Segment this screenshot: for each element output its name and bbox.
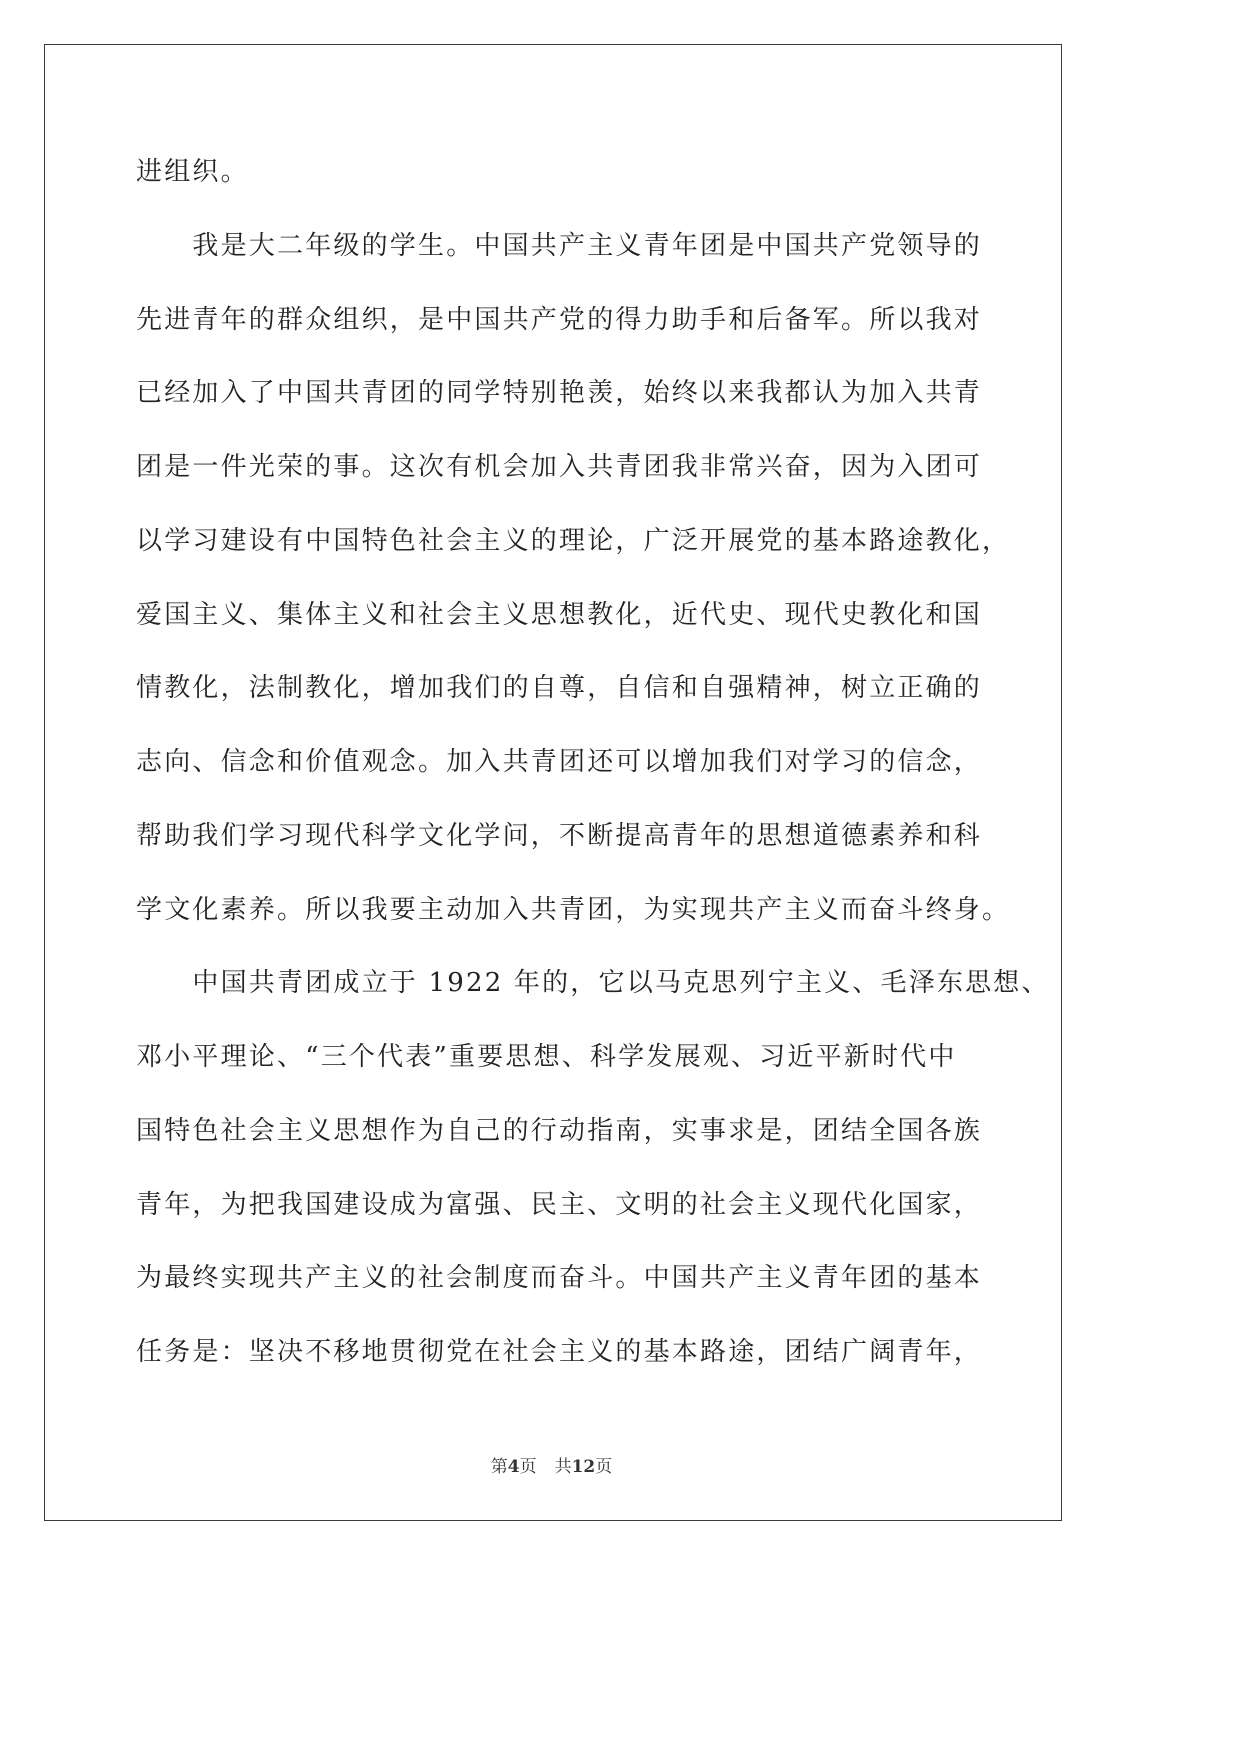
text-line: 任务是：坚决不移地贯彻党在社会主义的基本路途，团结广阔青年， (136, 1337, 983, 1367)
text-line: 学文化素养。所以我要主动加入共青团，为实现共产主义而奋斗终身。 (136, 894, 1011, 925)
text-line: 爱国主义、集体主义和社会主义思想教化，近代史、现代史教化和国 (136, 599, 983, 630)
text-line: 先进青年的群众组织，是中国共产党的得力助手和后备军。所以我对 (136, 304, 983, 335)
total-pages-prefix: 共 (554, 1457, 572, 1477)
text-line: 帮助我们学习现代科学文化学问，不断提高青年的思想道德素养和科 (136, 820, 983, 851)
text-line: 国特色社会主义思想作为自己的行动指南，实事求是，团结全国各族 (136, 1115, 983, 1146)
text-line: 团是一件光荣的事。这次有机会加入共青团我非常兴奋，因为入团可 (136, 452, 983, 482)
text-line: 进组织。 (136, 157, 249, 187)
text-line: 为最终实现共产主义的社会制度而奋斗。中国共产主义青年团的基本 (136, 1263, 983, 1294)
page-number-suffix: 页 (519, 1457, 537, 1477)
total-pages-suffix: 页 (595, 1457, 613, 1477)
page-number: 4 (507, 1457, 520, 1477)
text-line: 我是大二年级的学生。中国共产主义青年团是中国共产党领导的 (136, 230, 983, 261)
page-footer (0, 1452, 1103, 1477)
text-line: 已经加入了中国共青团的同学特别艳羡，始终以来我都认为加入共青 (136, 378, 983, 409)
text-line: 志向、信念和价值观念。加入共青团还可以增加我们对学习的信念， (136, 747, 983, 777)
document-body (136, 136, 1050, 1390)
text-line: 情教化，法制教化，增加我们的自尊，自信和自强精神，树立正确的 (136, 673, 983, 704)
total-pages: 12 (571, 1457, 596, 1477)
text-line: 中国共青团成立于 1922 年的，它以马克思列宁主义、毛泽东思想、 (136, 968, 1050, 999)
page-number-prefix: 第 (490, 1457, 508, 1477)
text-line: 邓小平理论、“三个代表”重要思想、科学发展观、习近平新时代中 (136, 1042, 957, 1072)
text-line: 青年，为把我国建设成为富强、民主、文明的社会主义现代化国家， (136, 1189, 983, 1220)
text-line: 以学习建设有中国特色社会主义的理论，广泛开展党的基本路途教化， (136, 525, 1011, 556)
